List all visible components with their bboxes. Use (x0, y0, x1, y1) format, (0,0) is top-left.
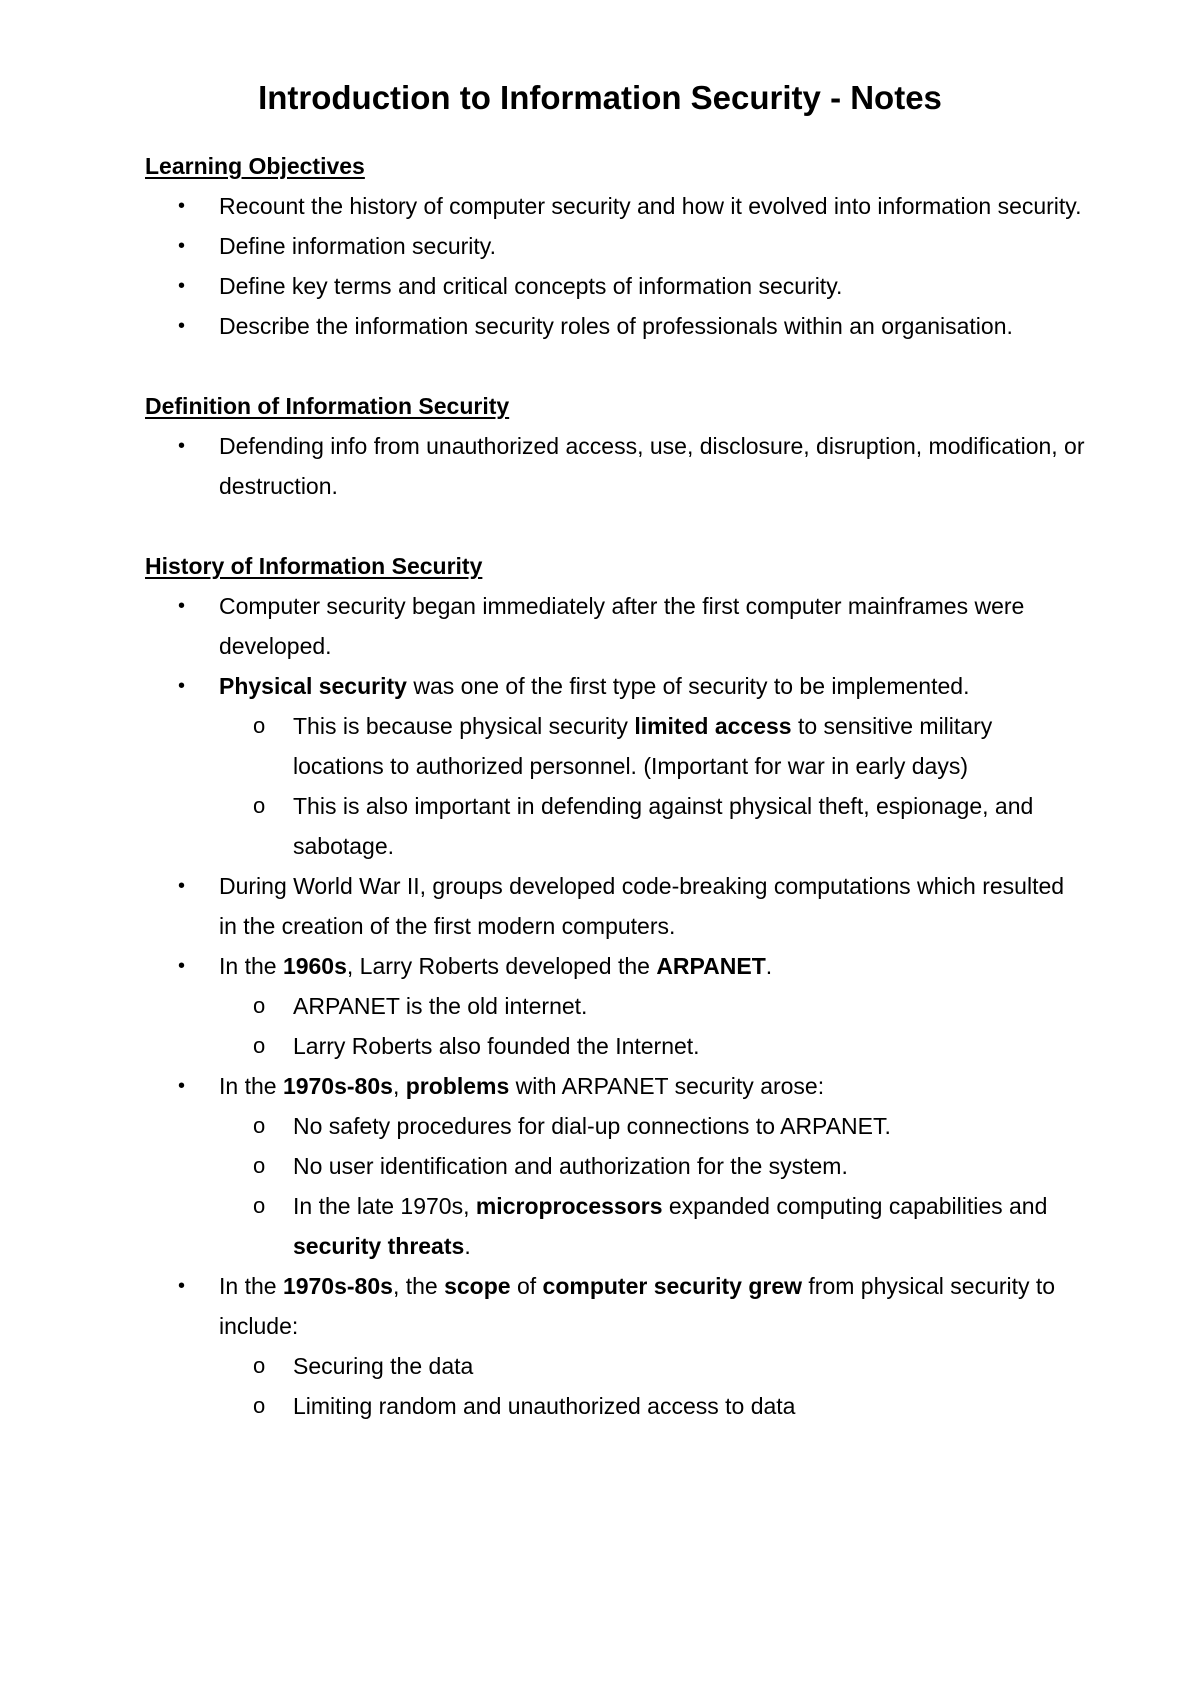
bold-text: computer security grew (542, 1273, 803, 1299)
list-item-text: Define key terms and critical concepts of information security. (219, 273, 843, 299)
section-heading: Definition of Information Security (145, 393, 510, 419)
list-item (145, 1266, 1085, 1426)
section-definition (145, 386, 1085, 506)
bold-text: 1960s (282, 953, 347, 979)
list-item-text: Define information security. (219, 233, 496, 259)
list-item (145, 266, 1085, 306)
list-item (145, 946, 1085, 1066)
bullet-icon: • (178, 195, 186, 217)
spacer (145, 506, 1085, 546)
section-history (145, 546, 1085, 1426)
list-item (145, 426, 1085, 506)
sub-list (219, 1106, 1085, 1266)
sub-list-item: o Limiting random and unauthorized access to data (219, 1386, 1085, 1426)
bullet-icon: • (178, 875, 186, 897)
list-item (145, 306, 1085, 346)
page-title: Introduction to Information Security - Notes (258, 79, 942, 116)
bullet-list (145, 186, 1085, 346)
spacer (145, 346, 1085, 386)
bullet-list (145, 586, 1085, 1426)
sub-list (219, 986, 1085, 1066)
sub-bullet-icon: o (253, 1393, 266, 1418)
sub-list-item: o No safety procedures for dial-up connections to ARPANET. (219, 1106, 1085, 1146)
list-item-text: Recount the history of computer security and how it evolved into information security. (219, 193, 1082, 219)
list-item (145, 1066, 1085, 1266)
sub-list (219, 706, 1085, 866)
bullet-icon: • (178, 435, 186, 457)
sub-list-item: o This is also important in defending against physical theft, espionage, and sabotage. (219, 786, 1085, 866)
sub-list-item: o ARPANET is the old internet. (219, 986, 1085, 1026)
bold-text: 1970s-80s (282, 1073, 393, 1099)
bold-text: microprocessors (475, 1193, 663, 1219)
bold-text: limited access (634, 713, 792, 739)
list-item (145, 866, 1085, 946)
document-body (145, 146, 1085, 1426)
bullet-icon: • (178, 1075, 186, 1097)
sub-bullet-icon: o (253, 1353, 266, 1378)
sub-list-item: o Larry Roberts also founded the Internet. (219, 1026, 1085, 1066)
bold-text: 1970s-80s (282, 1273, 393, 1299)
sub-list-item: o No user identification and authorization for the system. (219, 1146, 1085, 1186)
list-item-text: In the 1970s-80s, the scope of computer security grew from physical security to include: (219, 1273, 1056, 1339)
list-item-text: In the 1970s-80s, problems with ARPANET security arose: (219, 1073, 825, 1099)
list-item (145, 666, 1085, 866)
sub-bullet-icon: o (253, 1113, 266, 1138)
list-item-text: Defending info from unauthorized access, use, disclosure, disruption, modification, or destruction. (219, 433, 1085, 499)
bullet-icon: • (178, 675, 186, 697)
sub-bullet-icon: o (253, 713, 266, 738)
bullet-icon: • (178, 955, 186, 977)
list-item-text: In the 1960s, Larry Roberts developed the ARPANET. (219, 953, 773, 979)
bold-text: scope (444, 1273, 511, 1299)
section-heading: History of Information Security (145, 553, 483, 579)
list-item-text: Computer security began immediately after the first computer mainframes were developed. (219, 593, 1025, 659)
bullet-icon: • (178, 235, 186, 257)
bold-text: security threats (293, 1233, 465, 1259)
list-item-text: Physical security was one of the first type of security to be implemented. (219, 673, 970, 699)
sub-bullet-icon: o (253, 1153, 266, 1178)
bold-text: problems (405, 1073, 510, 1099)
section-learning-objectives (145, 146, 1085, 346)
sub-list-item: o In the late 1970s, microprocessors expanded computing capabilities and security threats. (219, 1186, 1085, 1266)
bullet-icon: • (178, 1275, 186, 1297)
bullet-icon: • (178, 315, 186, 337)
bold-text: ARPANET (656, 953, 766, 979)
sub-bullet-icon: o (253, 793, 266, 818)
bullet-icon: • (178, 595, 186, 617)
bullet-list (145, 426, 1085, 506)
bold-text: Physical security (219, 673, 407, 699)
sub-list-item: o Securing the data (219, 1346, 1085, 1386)
list-item (145, 586, 1085, 666)
list-item-text: During World War II, groups developed code-breaking computations which resulted in the creation of the first modern computers. (219, 873, 1065, 939)
sub-bullet-icon: o (253, 1033, 266, 1058)
list-item (145, 226, 1085, 266)
list-item-text: Describe the information security roles of professionals within an organisation. (219, 313, 1013, 339)
list-item (145, 186, 1085, 226)
sub-bullet-icon: o (253, 993, 266, 1018)
sub-list (219, 1346, 1085, 1426)
sub-bullet-icon: o (253, 1193, 266, 1218)
bullet-icon: • (178, 275, 186, 297)
section-heading: Learning Objectives (145, 153, 365, 179)
sub-list-item: o This is because physical security limited access to sensitive military locations to authorized personnel. (Important for war in early days) (219, 706, 1085, 786)
